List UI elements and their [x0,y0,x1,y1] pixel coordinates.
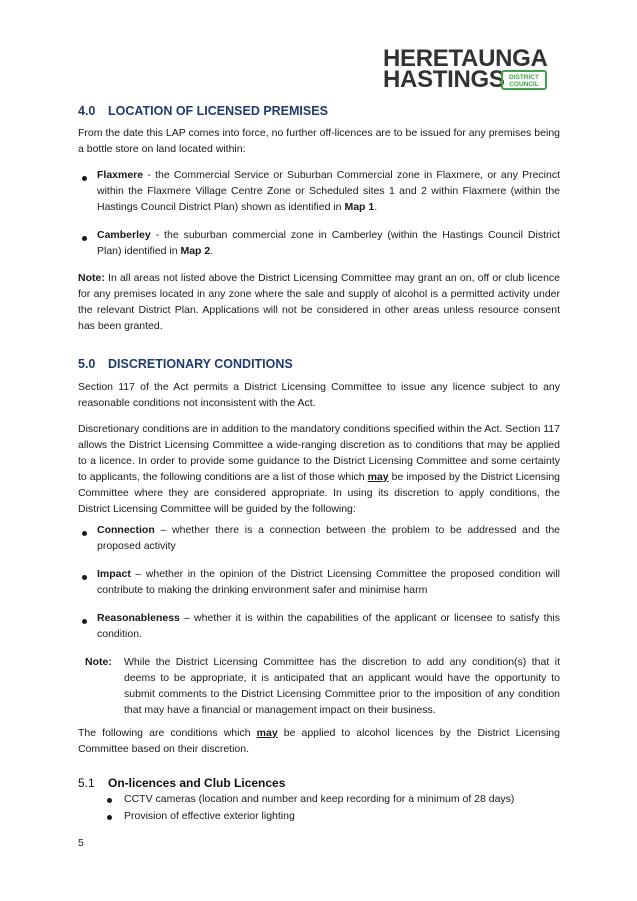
bullet-icon [82,531,87,536]
section-5-1-number: 5.1 [78,776,95,790]
bullet-term: Connection [97,524,155,536]
bullet-text: – whether it is within the capabilities of the applicant or licensee to satisfy this condition. [97,612,560,640]
bullet-icon [82,236,87,241]
para2-text-b: be imposed by the District Licensing Committee where they are considered appropriate. In using its discretion to apply conditions, the District Licensing Committee will be guided by the following: [78,471,560,515]
para2-text-a: Discretionary conditions are in addition to the mandatory conditions specified within the Act. Section 117 allows the District Licensing Committee a wide-ranging discretion as to conditions that may be applied to a licence. In order to provide some guidance to the District Licensing Committee and some certainty to applicants, the following conditions are a list of those which [78,423,560,483]
para3-text-b: be applied to alcohol licences by the District Licensing Committee based on their discretion. [78,727,560,755]
emphasis-may: may [256,727,278,739]
bullet-icon [82,176,87,181]
bullet-reasonableness [97,610,560,642]
section-4-title: LOCATION OF LICENSED PREMISES [108,104,328,118]
list-item-cctv: CCTV cameras (location and number and keep recording for a minimum of 28 days) [124,793,515,805]
emphasis-may: may [367,471,389,483]
logo-heretaunga: HERETAUNGA [383,45,548,72]
note-text: In all areas not listed above the District Licensing Committee may grant an on, off or club licence for any premises located in any zone where the sale and supply of alcohol is a permitted activity under the relevant District Plan. Applications will not be considered in other areas unless resource consent has been granted. [78,272,560,332]
section-5-1-heading [78,775,478,791]
bullet-term: Camberley [97,229,151,241]
map-reference: Map 1 [344,201,375,213]
bullet-connection [97,522,560,554]
bullet-term: Reasonableness [97,612,180,624]
section-5-heading [78,356,578,372]
section-5-title: DISCRETIONARY CONDITIONS [108,357,293,371]
note-label: Note: [78,272,105,284]
section-4-heading [78,103,578,119]
map-reference: Map 2 [180,245,211,257]
bullet-flaxmere [97,167,560,215]
page-number: 5 [78,837,84,849]
bullet-camberley [97,227,560,259]
section-4-intro: From the date this LAP comes into force, no further off-licences are to be issued for any premises being a bottle store on land located within: [78,127,560,155]
section-4-note [78,270,560,334]
bullet-end: . [374,201,378,213]
bullet-icon [82,619,87,624]
bullet-icon [82,575,87,580]
section-4-number: 4.0 [78,104,96,118]
bullet-text: - the Commercial Service or Suburban Commercial zone in Flaxmere, or any Precinct within the Flaxmere Village Centre Zone or Scheduled sites 1 and 2 within Flaxmere (within the Hastings Council District Plan) shown as identified in [97,169,560,213]
list-item-lighting: Provision of effective exterior lighting [124,810,295,822]
logo-district-council-badge: DISTRICT COUNCIL [501,70,547,90]
bullet-term: Impact [97,568,131,580]
section-5-note-label: Note: [85,656,112,668]
logo-hastings: HASTINGS [383,66,505,93]
bullet-end: . [210,245,214,257]
section-5-note-text: While the District Licensing Committee has the discretion to add any condition(s) that it deems to be appropriate, it is anticipated that an applicant would have the opportunity to submit comments to the District Licensing Committee prior to the imposition of any condition that may have a financial or management impact on their business. [124,656,560,716]
bullet-term: Flaxmere [97,169,144,181]
bullet-icon [107,798,112,803]
para3-text-a: The following are conditions which [78,727,257,739]
bullet-impact [97,566,560,598]
bullet-icon [107,815,112,820]
bullet-text: – whether there is a connection between the problem to be addressed and the proposed activity [97,524,560,552]
bullet-text: – whether in the opinion of the District Licensing Committee the proposed condition will contribute to making the drinking environment safer and minimise harm [97,568,560,596]
section-5-number: 5.0 [78,357,96,371]
section-5-1-title: On-licences and Club Licences [108,776,286,790]
council-logo [383,47,553,95]
section-5-para3 [78,725,560,757]
bullet-text: - the suburban commercial zone in Camberley (within the Hastings Council District Plan) identified in [97,229,560,257]
section-5-para2 [78,421,560,517]
section-5-para1: Section 117 of the Act permits a District Licensing Committee to issue any licence subject to any reasonable conditions not inconsistent with the Act. [78,381,560,409]
